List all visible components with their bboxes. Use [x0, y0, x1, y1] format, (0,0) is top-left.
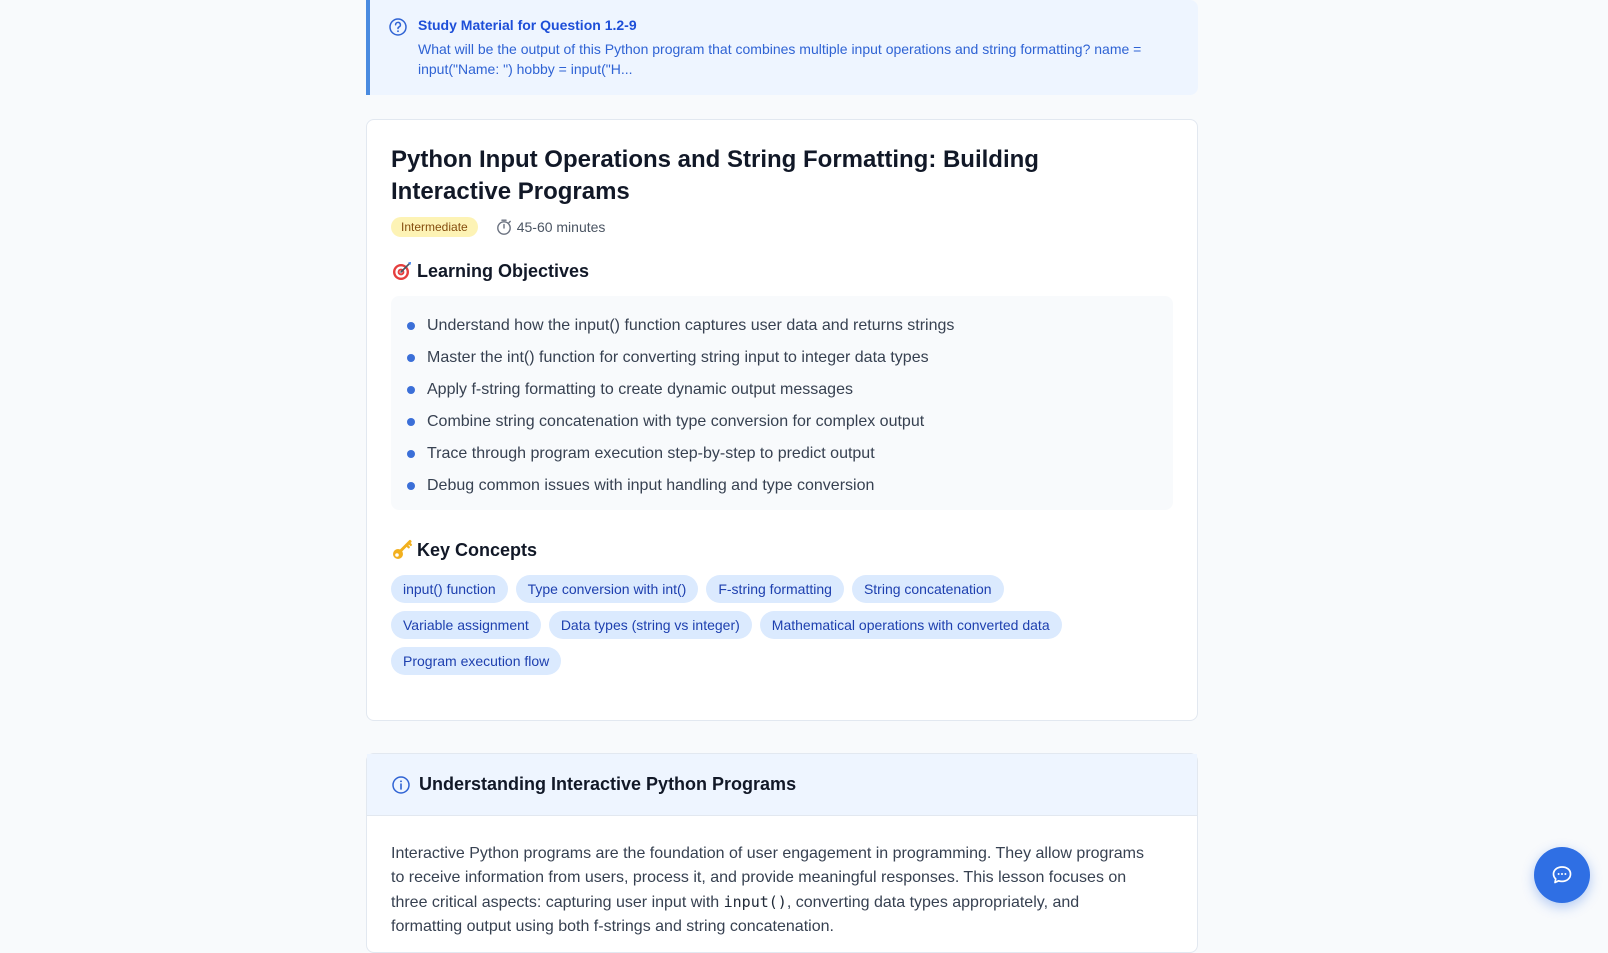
- bullet-icon: [407, 418, 415, 426]
- banner-title: Study Material for Question 1.2-9: [418, 17, 637, 33]
- banner-question-text: What will be the output of this Python program that combines multiple input operations and string formatting? name = input("Name: ") hobby = input("H...: [418, 41, 1142, 77]
- key-icon: [391, 539, 413, 561]
- concept-tag[interactable]: F-string formatting: [706, 575, 844, 603]
- objective-item: [407, 438, 1157, 470]
- concept-tag[interactable]: input() function: [391, 575, 508, 603]
- question-circle-icon: [388, 17, 408, 37]
- level-badge: Intermediate: [391, 217, 478, 237]
- chat-button[interactable]: [1534, 847, 1590, 903]
- study-material-banner: [366, 0, 1198, 95]
- lesson-title: Python Input Operations and String Formatting: Building Interactive Programs: [391, 146, 1039, 205]
- objective-item: [407, 470, 1157, 502]
- bullet-icon: [407, 450, 415, 458]
- lesson-card: [366, 119, 1198, 721]
- concepts-heading-text: Key Concepts: [417, 539, 538, 560]
- bullet-icon: [407, 354, 415, 362]
- objective-text: Master the int() function for converting string input to integer data types: [427, 349, 929, 366]
- objective-text: Trace through program execution step-by-step to predict output: [427, 445, 875, 462]
- objectives-heading: [391, 258, 1173, 284]
- objective-text: Apply f-string formatting to create dynamic output messages: [427, 381, 853, 398]
- objective-item: [407, 310, 1157, 342]
- stopwatch-icon: [495, 218, 513, 236]
- paragraph-text: Interactive Python programs are the foundation of user engagement in programming. They allow programs to receive information from users, process it, and provide meaningful responses. This lesson focuses on three critical aspects: capturing user input with: [391, 845, 1144, 911]
- concept-tag[interactable]: Type conversion with int(): [516, 575, 699, 603]
- objectives-list: [391, 296, 1173, 510]
- inline-code: input(): [723, 893, 787, 911]
- duration: [495, 218, 606, 236]
- section-paragraph: [367, 816, 1177, 939]
- concept-tag[interactable]: Variable assignment: [391, 611, 541, 639]
- duration-text: 45-60 minutes: [516, 219, 606, 235]
- understanding-section: [366, 753, 1198, 953]
- lesson-meta: [391, 216, 1173, 238]
- objective-text: Understand how the input() function captures user data and returns strings: [427, 317, 955, 334]
- bullet-icon: [407, 482, 415, 490]
- concepts-heading: [391, 537, 1173, 563]
- objectives-heading-text: Learning Objectives: [417, 260, 590, 281]
- concept-tag[interactable]: Program execution flow: [391, 647, 561, 675]
- concept-tags: [391, 575, 1151, 675]
- objective-item: [407, 374, 1157, 406]
- target-icon: [391, 260, 413, 282]
- section-title: Understanding Interactive Python Programs: [419, 774, 797, 794]
- concept-tag[interactable]: Data types (string vs integer): [549, 611, 752, 639]
- objective-item: [407, 406, 1157, 438]
- chat-bubble-icon: [1550, 863, 1574, 887]
- concept-tag[interactable]: Mathematical operations with converted data: [760, 611, 1062, 639]
- bullet-icon: [407, 322, 415, 330]
- objective-text: Debug common issues with input handling and type conversion: [427, 477, 875, 494]
- objective-text: Combine string concatenation with type conversion for complex output: [427, 413, 925, 430]
- info-icon: [391, 775, 411, 795]
- objective-item: [407, 342, 1157, 374]
- concept-tag[interactable]: String concatenation: [852, 575, 1004, 603]
- bullet-icon: [407, 386, 415, 394]
- section-header: [367, 754, 1197, 816]
- paragraph-text: , converting data types appropriately, and formatting output using both f-strings and string concatenation.: [391, 894, 1080, 935]
